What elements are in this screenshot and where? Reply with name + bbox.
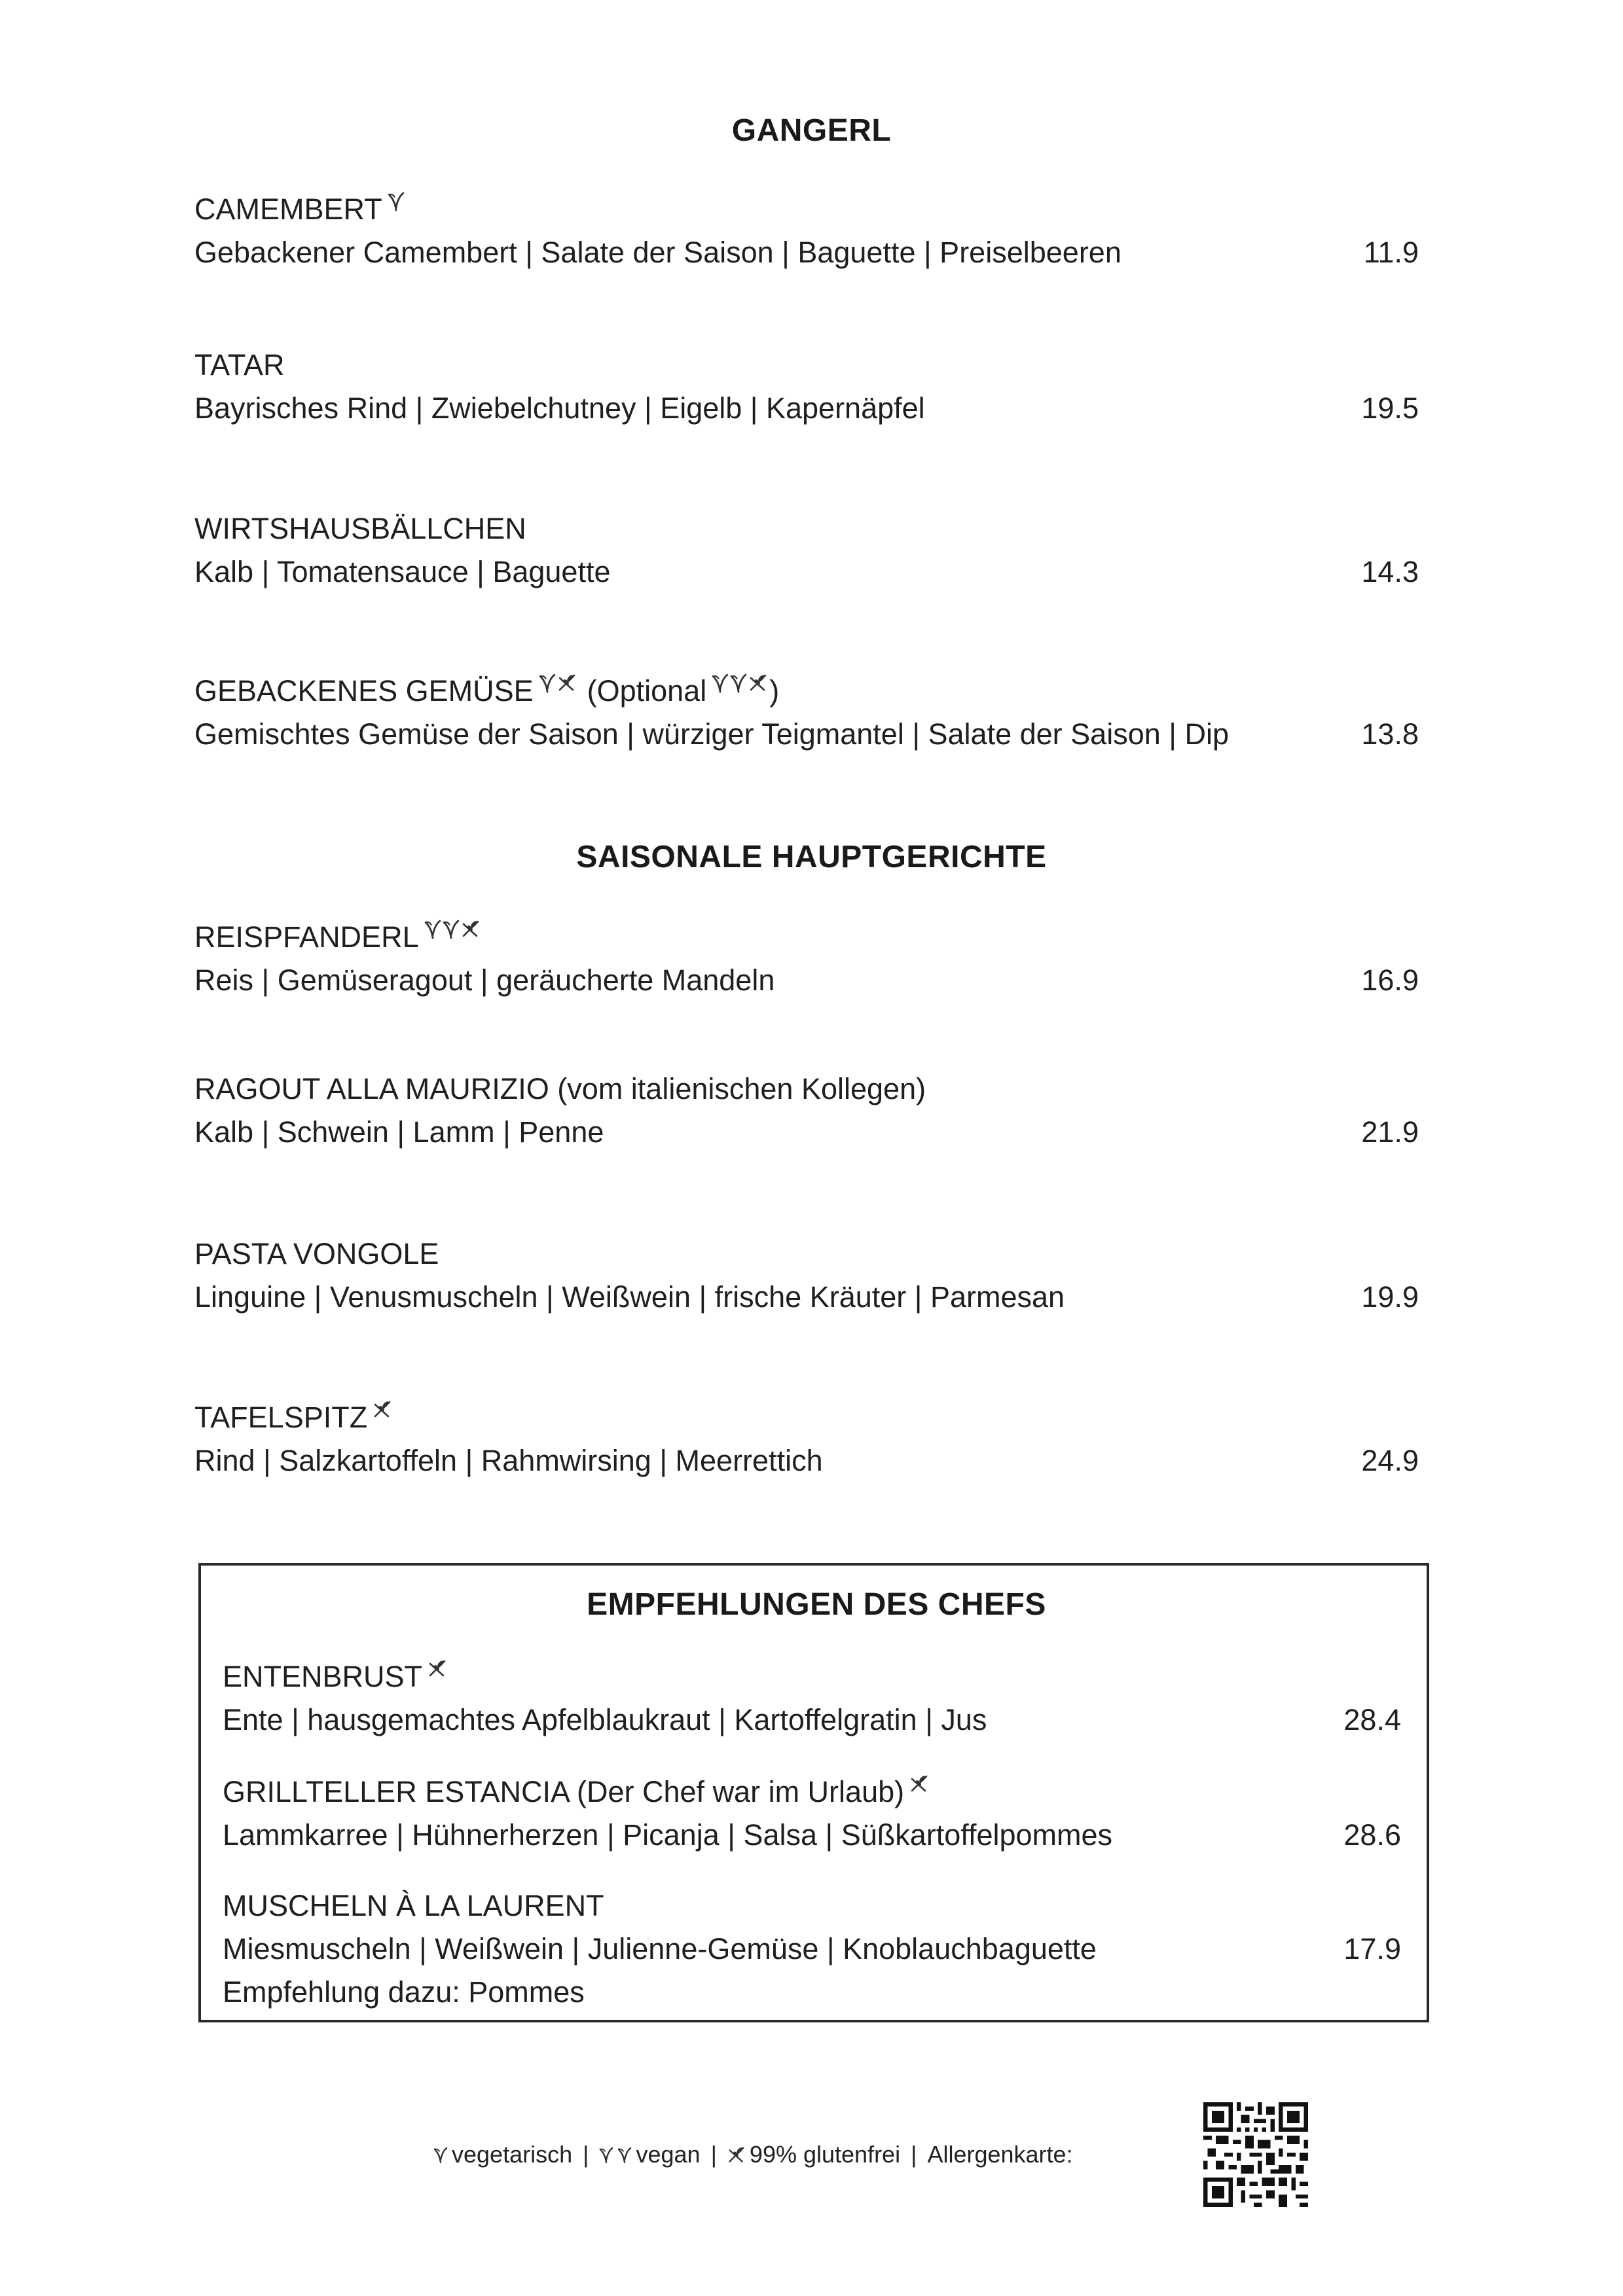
menu-item-reispfanderl (194, 918, 1419, 1000)
item-name: ENTENBRUST (223, 1660, 423, 1693)
item-description: Kalb | Schwein | Lamm | Penne (194, 1115, 604, 1149)
item-name: MUSCHELN À LA LAURENT (223, 1889, 604, 1922)
glutenfree-icon (461, 918, 481, 940)
menu-item-tafelspitz (194, 1398, 1419, 1480)
glutenfree-icon (373, 1398, 392, 1420)
item-name: TAFELSPITZ (194, 1401, 368, 1434)
item-name: RAGOUT ALLA MAURIZIO (vom italienischen Kollegen) (194, 1072, 926, 1105)
glutenfree-icon (428, 1657, 447, 1679)
legend-allergen: Allergenkarte: (927, 2141, 1073, 2168)
item-price: 13.8 (1361, 717, 1419, 751)
item-name: GEBACKENES GEMÜSE (194, 674, 534, 708)
item-description: Gemischtes Gemüse der Saison | würziger Teigmantel | Salate der Saison | Dip (194, 717, 1229, 751)
item-name: REISPFANDERL (194, 920, 419, 954)
legend-separator: | (911, 2141, 917, 2168)
item-price: 17.9 (1343, 1932, 1401, 1965)
item-name: CAMEMBERT (194, 192, 382, 226)
menu-item-wirtshausbaellchen (194, 509, 1419, 592)
item-price: 19.5 (1361, 391, 1419, 425)
item-description: Linguine | Venusmuscheln | Weißwein | frische Kräuter | Parmesan (194, 1280, 1065, 1314)
glutenfree-icon (727, 2145, 746, 2164)
optional-close: ) (769, 674, 780, 708)
item-price: 28.6 (1343, 1818, 1401, 1852)
item-note: Empfehlung dazu: Pommes (223, 1975, 585, 2009)
footer-legend (0, 2102, 1623, 2207)
menu-item-grillteller (223, 1772, 1401, 1855)
item-name: PASTA VONGOLE (194, 1237, 439, 1270)
vegan-icon-second (443, 918, 460, 940)
item-description: Gebackener Camembert | Salate der Saison | Baguette | Preiselbeeren (194, 236, 1122, 269)
item-name: TATAR (194, 348, 285, 382)
legend-glutenfree: 99% glutenfrei (749, 2141, 901, 2168)
menu-item-tatar (194, 346, 1419, 428)
item-description: Rind | Salzkartoffeln | Rahmwirsing | Meerrettich (194, 1444, 823, 1477)
vegetarian-icon (388, 190, 405, 212)
menu-item-muscheln (223, 1886, 1401, 2012)
vegan-icon-second (617, 2145, 632, 2164)
item-price: 11.9 (1363, 236, 1419, 269)
legend-separator: | (710, 2141, 717, 2168)
item-description: Kalb | Tomatensauce | Baguette (194, 555, 611, 588)
glutenfree-icon (557, 672, 577, 694)
item-name: WIRTSHAUSBÄLLCHEN (194, 512, 526, 545)
glutenfree-icon (748, 672, 768, 694)
item-price: 14.3 (1361, 555, 1419, 588)
menu-item-pasta-vongole (194, 1234, 1419, 1317)
menu-item-gebackenes-gemuese (194, 672, 1419, 754)
item-description: Miesmuscheln | Weißwein | Julienne-Gemüse | Knoblauchbaguette (223, 1932, 1097, 1965)
item-price: 21.9 (1361, 1115, 1419, 1149)
section-title-chef: EMPFEHLUNGEN DES CHEFS (587, 1587, 1046, 1622)
menu-item-ragout (194, 1069, 1419, 1152)
legend-separator: | (583, 2141, 589, 2168)
item-description: Reis | Gemüseragout | geräucherte Mandeln (194, 963, 775, 997)
qr-code-icon[interactable] (1203, 2102, 1308, 2207)
vegan-icon (599, 2145, 613, 2164)
optional-label: (Optional (587, 674, 707, 708)
vegetarian-icon (539, 672, 556, 694)
item-name: GRILLTELLER ESTANCIA (Der Chef war im Urlaub) (223, 1775, 905, 1808)
section-title-gangerl: GANGERL (731, 113, 892, 148)
vegetarian-icon (433, 2145, 448, 2164)
legend-vegan: vegan (636, 2141, 701, 2168)
legend-vegetarian: vegetarisch (452, 2141, 573, 2168)
item-price: 16.9 (1361, 963, 1419, 997)
menu-item-entenbrust (223, 1657, 1401, 1740)
item-description: Bayrisches Rind | Zwiebelchutney | Eigelb | Kapernäpfel (194, 391, 925, 425)
chef-recommendations-box (198, 1563, 1429, 2022)
vegan-icon (712, 672, 729, 694)
item-price: 28.4 (1343, 1703, 1401, 1736)
vegan-icon-second (730, 672, 747, 694)
menu-item-camembert (194, 190, 1419, 272)
item-price: 19.9 (1361, 1280, 1419, 1314)
vegan-icon (424, 918, 441, 940)
item-price: 24.9 (1361, 1444, 1419, 1477)
section-title-hauptgerichte: SAISONALE HAUPTGERICHTE (576, 840, 1047, 874)
glutenfree-icon (909, 1772, 929, 1795)
item-description: Ente | hausgemachtes Apfelblaukraut | Kartoffelgratin | Jus (223, 1703, 987, 1736)
item-description: Lammkarree | Hühnerherzen | Picanja | Salsa | Süßkartoffelpommes (223, 1818, 1113, 1852)
